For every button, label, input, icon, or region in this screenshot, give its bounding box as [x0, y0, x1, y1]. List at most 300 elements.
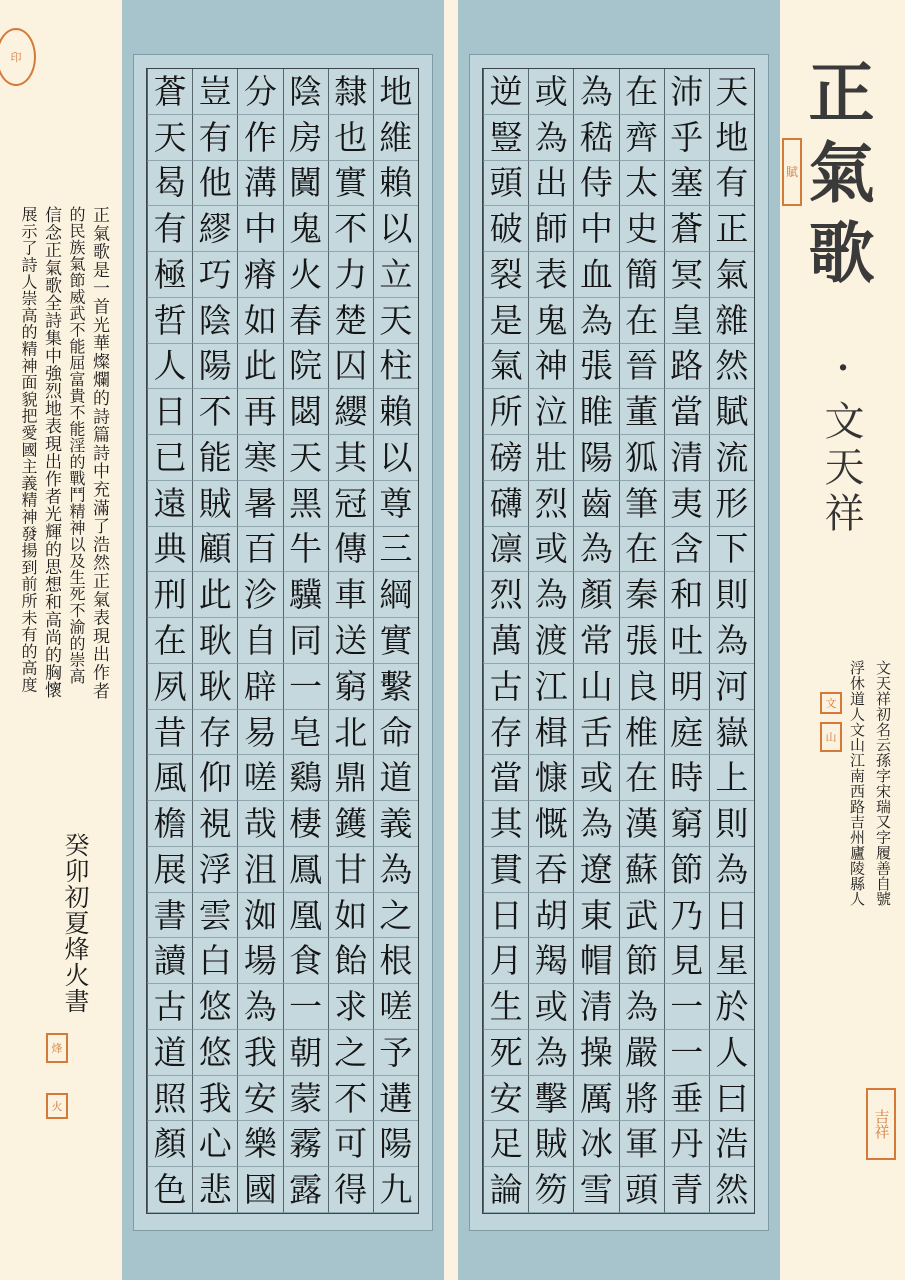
left-poem-char: 陽	[192, 344, 237, 390]
left-poem-char: 古	[147, 984, 192, 1030]
author-note-seal-b: 山	[820, 722, 842, 752]
left-poem-char: 人	[147, 344, 192, 390]
right-poem-char: 河	[709, 664, 754, 710]
right-poem-char: 或	[528, 69, 573, 115]
right-poem-char: 冰	[573, 1121, 618, 1167]
right-poem-char: 遼	[573, 847, 618, 893]
left-poem-char: 維	[373, 115, 418, 161]
left-poem-char: 纓	[328, 389, 373, 435]
right-poem-char: 窮	[664, 801, 709, 847]
right-poem-char: 嵇	[573, 115, 618, 161]
right-poem-char: 生	[483, 984, 528, 1030]
right-poem-char: 厲	[573, 1076, 618, 1122]
right-poem-char: 安	[483, 1076, 528, 1122]
right-poem-char: 乎	[664, 115, 709, 161]
left-poem-char: 樂	[237, 1121, 282, 1167]
right-poem-char: 足	[483, 1121, 528, 1167]
left-poem-char: 春	[283, 298, 328, 344]
author-note-seal-a: 文	[820, 692, 842, 714]
left-poem-char: 驥	[283, 572, 328, 618]
left-poem-char: 悠	[192, 984, 237, 1030]
left-poem-char: 天	[283, 435, 328, 481]
left-poem-char: 如	[328, 893, 373, 939]
left-poem-char: 蒼	[147, 69, 192, 115]
right-poem-char: 鬼	[528, 298, 573, 344]
left-poem-char: 悲	[192, 1167, 237, 1213]
right-poem-char: 一	[664, 984, 709, 1030]
left-poem-char: 遘	[373, 1076, 418, 1122]
right-poem-char: 是	[483, 298, 528, 344]
right-poem-char: 一	[664, 1030, 709, 1076]
left-poem-char: 得	[328, 1167, 373, 1213]
right-poem-char: 操	[573, 1030, 618, 1076]
right-poem-char: 烈	[483, 572, 528, 618]
bottom-right-seal: 吉祥	[866, 1088, 896, 1160]
left-poem-char: 展	[147, 847, 192, 893]
left-poem-char: 悠	[192, 1030, 237, 1076]
left-poem-char: 予	[373, 1030, 418, 1076]
right-poem-char: 沛	[664, 69, 709, 115]
right-poem-char: 為	[528, 115, 573, 161]
right-poem-char: 雜	[709, 298, 754, 344]
left-poem-char: 鑊	[328, 801, 373, 847]
title-author: 文天祥	[818, 400, 864, 538]
left-poem-char: 此	[237, 344, 282, 390]
right-poem-char: 師	[528, 206, 573, 252]
right-poem-char: 明	[664, 664, 709, 710]
left-poem-char: 視	[192, 801, 237, 847]
left-poem-char: 不	[192, 389, 237, 435]
left-poem-char: 陰	[283, 69, 328, 115]
right-poem-char: 神	[528, 344, 573, 390]
right-poem-char: 舌	[573, 710, 618, 756]
left-poem-char: 之	[373, 893, 418, 939]
right-poem-char: 史	[619, 206, 664, 252]
left-poem-char: 刑	[147, 572, 192, 618]
left-poem-char: 溝	[237, 161, 282, 207]
left-poem-char: 仰	[192, 755, 237, 801]
left-poem-char: 顧	[192, 527, 237, 573]
left-poem-char: 車	[328, 572, 373, 618]
left-poem-char: 浮	[192, 847, 237, 893]
right-poem-char: 楫	[528, 710, 573, 756]
right-poem-char: 烈	[528, 481, 573, 527]
right-poem-char: 日	[483, 893, 528, 939]
left-poem-char: 皂	[283, 710, 328, 756]
right-poem-char: 貫	[483, 847, 528, 893]
left-poem-char: 不	[328, 206, 373, 252]
left-poem-char: 鬼	[283, 206, 328, 252]
right-poem-char: 為	[709, 618, 754, 664]
right-poem-char: 或	[528, 984, 573, 1030]
left-poem-char: 白	[192, 938, 237, 984]
commentary-line-2: 的民族氣節威武不能屈富貴不能淫的戰鬥精神以及生死不渝的崇高	[67, 206, 86, 685]
left-poem-char: 房	[283, 115, 328, 161]
left-poem-char: 鳳	[283, 847, 328, 893]
left-poem-char: 九	[373, 1167, 418, 1213]
right-poem-char: 良	[619, 664, 664, 710]
right-poem-char: 賦	[709, 389, 754, 435]
left-poem-char: 朝	[283, 1030, 328, 1076]
right-poem-char: 所	[483, 389, 528, 435]
right-poem-char: 萬	[483, 618, 528, 664]
right-poem-char: 羯	[528, 938, 573, 984]
right-poem-char: 泣	[528, 389, 573, 435]
right-poem-char: 為	[573, 527, 618, 573]
right-poem-char: 節	[664, 847, 709, 893]
right-poem-char: 齒	[573, 481, 618, 527]
left-poem-char: 夙	[147, 664, 192, 710]
left-poem-char: 暑	[237, 481, 282, 527]
right-poem-char: 曰	[709, 1076, 754, 1122]
left-poem-char: 寒	[237, 435, 282, 481]
left-poem-char: 能	[192, 435, 237, 481]
left-poem-char: 囚	[328, 344, 373, 390]
right-poem-char: 在	[619, 69, 664, 115]
left-poem-char: 豈	[192, 69, 237, 115]
left-poem-char: 在	[147, 618, 192, 664]
right-poem-char: 或	[573, 755, 618, 801]
left-poem-char: 力	[328, 252, 373, 298]
right-poem-char: 為	[573, 801, 618, 847]
left-poem-char: 自	[237, 618, 282, 664]
right-poem-char: 浩	[709, 1121, 754, 1167]
right-poem-char: 睢	[573, 389, 618, 435]
left-poem-char: 冠	[328, 481, 373, 527]
right-poem-char: 論	[483, 1167, 528, 1213]
right-poem-char: 出	[528, 161, 573, 207]
right-poem-char: 嚴	[619, 1030, 664, 1076]
left-poem-char: 典	[147, 527, 192, 573]
right-poem-char: 凛	[483, 527, 528, 573]
left-poem-char: 他	[192, 161, 237, 207]
right-poem-char: 江	[528, 664, 573, 710]
left-poem-char: 書	[147, 893, 192, 939]
right-poem-char: 為	[573, 69, 618, 115]
left-poem-char: 沮	[237, 847, 282, 893]
left-poem-char: 之	[328, 1030, 373, 1076]
left-poem-char: 天	[147, 115, 192, 161]
left-poem-char: 場	[237, 938, 282, 984]
left-poem-char: 一	[283, 664, 328, 710]
right-poem-char: 豎	[483, 115, 528, 161]
left-poem-char: 安	[237, 1076, 282, 1122]
right-poem-grid	[482, 68, 755, 1214]
left-poem-char: 食	[283, 938, 328, 984]
left-poem-char: 闐	[283, 161, 328, 207]
left-poem-char: 綱	[373, 572, 418, 618]
right-poem-char: 侍	[573, 161, 618, 207]
left-poem-char: 黑	[283, 481, 328, 527]
right-poem-char: 於	[709, 984, 754, 1030]
author-note-line-2: 浮休道人文山江南西路吉州廬陵縣人	[848, 660, 866, 907]
right-poem-char: 垂	[664, 1076, 709, 1122]
right-poem-char: 礴	[483, 481, 528, 527]
right-poem-char: 武	[619, 893, 664, 939]
right-poem-char: 則	[709, 801, 754, 847]
left-poem-char: 顏	[147, 1121, 192, 1167]
left-poem-char: 檐	[147, 801, 192, 847]
left-poem-char: 昔	[147, 710, 192, 756]
right-poem-char: 節	[619, 938, 664, 984]
left-poem-char: 繫	[373, 664, 418, 710]
right-poem-char: 山	[573, 664, 618, 710]
right-poem-char: 天	[709, 69, 754, 115]
right-poem-char: 死	[483, 1030, 528, 1076]
left-poem-char: 一	[283, 984, 328, 1030]
left-poem-grid	[146, 68, 419, 1214]
right-poem-char: 雪	[573, 1167, 618, 1213]
signature-seal-b: 火	[46, 1093, 68, 1119]
right-poem-char: 丹	[664, 1121, 709, 1167]
right-poem-char: 為	[709, 847, 754, 893]
top-left-seal: 印	[0, 28, 36, 86]
left-poem-char: 色	[147, 1167, 192, 1213]
title-seal: 賦	[782, 138, 802, 206]
right-poem-char: 和	[664, 572, 709, 618]
left-poem-char: 哉	[237, 801, 282, 847]
right-poem-char: 椎	[619, 710, 664, 756]
right-poem-char: 乃	[664, 893, 709, 939]
left-poem-char: 送	[328, 618, 373, 664]
left-poem-char: 有	[192, 115, 237, 161]
right-poem-char: 或	[528, 527, 573, 573]
left-poem-char: 實	[328, 161, 373, 207]
right-poem-char: 狐	[619, 435, 664, 481]
right-poem-char: 陽	[573, 435, 618, 481]
left-poem-char: 再	[237, 389, 282, 435]
right-poem-char: 吐	[664, 618, 709, 664]
right-poem-char: 逆	[483, 69, 528, 115]
left-poem-char: 雲	[192, 893, 237, 939]
left-poem-char: 賴	[373, 389, 418, 435]
left-poem-char: 求	[328, 984, 373, 1030]
left-poem-char: 霧	[283, 1121, 328, 1167]
left-poem-char: 有	[147, 206, 192, 252]
left-poem-char: 日	[147, 389, 192, 435]
right-poem-char: 正	[709, 206, 754, 252]
right-poem-char: 為	[573, 298, 618, 344]
right-poem-char: 蘇	[619, 847, 664, 893]
right-poem-char: 慨	[528, 801, 573, 847]
right-poem-char: 在	[619, 755, 664, 801]
right-poem-char: 頭	[483, 161, 528, 207]
left-poem-char: 嗟	[237, 755, 282, 801]
right-poem-char: 含	[664, 527, 709, 573]
right-poem-char: 星	[709, 938, 754, 984]
left-poem-char: 露	[283, 1167, 328, 1213]
left-poem-char: 極	[147, 252, 192, 298]
right-poem-char: 塞	[664, 161, 709, 207]
right-poem-char: 人	[709, 1030, 754, 1076]
right-poem-char: 中	[573, 206, 618, 252]
left-poem-char: 窮	[328, 664, 373, 710]
left-poem-char: 甘	[328, 847, 373, 893]
right-poem-char: 渡	[528, 618, 573, 664]
left-poem-char: 已	[147, 435, 192, 481]
right-poem-char: 嶽	[709, 710, 754, 756]
right-poem-char: 形	[709, 481, 754, 527]
left-poem-char: 地	[373, 69, 418, 115]
left-poem-char: 照	[147, 1076, 192, 1122]
commentary-line-1: 正氣歌是一首光華燦爛的詩篇詩中充滿了浩然正氣表現出作者	[89, 206, 109, 701]
right-poem-char: 血	[573, 252, 618, 298]
right-poem-char: 日	[709, 893, 754, 939]
right-poem-char: 為	[619, 984, 664, 1030]
right-poem-char: 冥	[664, 252, 709, 298]
right-poem-char: 清	[573, 984, 618, 1030]
right-poem-char: 太	[619, 161, 664, 207]
right-poem-char: 帽	[573, 938, 618, 984]
right-poem-char: 齊	[619, 115, 664, 161]
left-poem-char: 此	[192, 572, 237, 618]
right-poem-char: 地	[709, 115, 754, 161]
left-poem-char: 遠	[147, 481, 192, 527]
left-poem-char: 火	[283, 252, 328, 298]
author-note-line-1: 文天祥初名云孫字宋瑞又字履善自號	[874, 660, 892, 907]
right-poem-char: 氣	[709, 252, 754, 298]
right-poem-char: 表	[528, 252, 573, 298]
left-poem-char: 實	[373, 618, 418, 664]
left-poem-char: 其	[328, 435, 373, 481]
left-poem-char: 我	[192, 1076, 237, 1122]
left-poem-char: 命	[373, 710, 418, 756]
right-poem-char: 則	[709, 572, 754, 618]
left-poem-char: 賴	[373, 161, 418, 207]
title-main: 正氣歌	[797, 58, 875, 298]
left-poem-char: 洳	[237, 893, 282, 939]
right-poem-char: 上	[709, 755, 754, 801]
left-poem-char: 不	[328, 1076, 373, 1122]
right-poem-char: 為	[528, 572, 573, 618]
right-poem-char: 古	[483, 664, 528, 710]
left-scroll-panel	[122, 0, 444, 1280]
left-poem-char: 隸	[328, 69, 373, 115]
left-poem-char: 以	[373, 206, 418, 252]
left-poem-char: 院	[283, 344, 328, 390]
left-poem-char: 曷	[147, 161, 192, 207]
left-poem-char: 北	[328, 710, 373, 756]
right-poem-char: 漢	[619, 801, 664, 847]
right-poem-char: 裂	[483, 252, 528, 298]
title-dot: ·	[837, 348, 849, 388]
left-poem-char: 瘠	[237, 252, 282, 298]
commentary-line-4: 展示了詩人崇高的精神面貌把愛國主義精神發揚到前所未有的高度	[19, 206, 38, 694]
left-poem-char: 根	[373, 938, 418, 984]
right-poem-char: 磅	[483, 435, 528, 481]
left-poem-char: 柱	[373, 344, 418, 390]
right-poem-char: 破	[483, 206, 528, 252]
left-poem-char: 閟	[283, 389, 328, 435]
right-poem-char: 筆	[619, 481, 664, 527]
left-poem-char: 三	[373, 527, 418, 573]
right-poem-char: 流	[709, 435, 754, 481]
left-poem-char: 分	[237, 69, 282, 115]
left-poem-char: 為	[373, 847, 418, 893]
right-poem-char: 青	[664, 1167, 709, 1213]
left-poem-char: 讀	[147, 938, 192, 984]
left-poem-char: 陽	[373, 1121, 418, 1167]
left-poem-char: 以	[373, 435, 418, 481]
right-poem-char: 在	[619, 527, 664, 573]
right-poem-char: 氣	[483, 344, 528, 390]
left-poem-char: 百	[237, 527, 282, 573]
right-poem-char: 然	[709, 1167, 754, 1213]
right-poem-char: 擊	[528, 1076, 573, 1122]
left-poem-char: 道	[373, 755, 418, 801]
right-poem-char: 董	[619, 389, 664, 435]
right-scroll-panel	[458, 0, 780, 1280]
left-poem-char: 也	[328, 115, 373, 161]
right-poem-char: 皇	[664, 298, 709, 344]
right-poem-char: 常	[573, 618, 618, 664]
left-poem-char: 哲	[147, 298, 192, 344]
left-poem-char: 如	[237, 298, 282, 344]
left-poem-char: 道	[147, 1030, 192, 1076]
right-poem-char: 吞	[528, 847, 573, 893]
left-poem-char: 嗟	[373, 984, 418, 1030]
left-poem-char: 鼎	[328, 755, 373, 801]
left-poem-char: 棲	[283, 801, 328, 847]
left-poem-char: 飴	[328, 938, 373, 984]
right-poem-char: 然	[709, 344, 754, 390]
right-poem-char: 夷	[664, 481, 709, 527]
left-poem-char: 耿	[192, 664, 237, 710]
right-poem-char: 將	[619, 1076, 664, 1122]
left-poem-char: 傳	[328, 527, 373, 573]
left-poem-char: 易	[237, 710, 282, 756]
signature: 癸卯初夏烽火書	[61, 832, 90, 1014]
left-poem-char: 作	[237, 115, 282, 161]
right-poem-char: 下	[709, 527, 754, 573]
left-poem-char: 沴	[237, 572, 282, 618]
left-poem-char: 可	[328, 1121, 373, 1167]
left-poem-char: 風	[147, 755, 192, 801]
left-poem-char: 天	[373, 298, 418, 344]
right-poem-char: 為	[528, 1030, 573, 1076]
left-poem-char: 巧	[192, 252, 237, 298]
right-poem-char: 笏	[528, 1167, 573, 1213]
right-poem-char: 張	[573, 344, 618, 390]
left-poem-char: 耿	[192, 618, 237, 664]
left-poem-char: 我	[237, 1030, 282, 1076]
right-poem-char: 當	[664, 389, 709, 435]
left-poem-char: 國	[237, 1167, 282, 1213]
right-poem-char: 庭	[664, 710, 709, 756]
right-poem-char: 其	[483, 801, 528, 847]
left-poem-char: 義	[373, 801, 418, 847]
left-poem-char: 賊	[192, 481, 237, 527]
right-poem-char: 顏	[573, 572, 618, 618]
right-poem-char: 秦	[619, 572, 664, 618]
right-poem-char: 在	[619, 298, 664, 344]
left-poem-char: 同	[283, 618, 328, 664]
right-poem-char: 時	[664, 755, 709, 801]
right-poem-char: 張	[619, 618, 664, 664]
left-poem-char: 鷄	[283, 755, 328, 801]
left-poem-char: 尊	[373, 481, 418, 527]
right-poem-char: 蒼	[664, 206, 709, 252]
right-poem-char: 賊	[528, 1121, 573, 1167]
left-poem-char: 凰	[283, 893, 328, 939]
right-poem-char: 晉	[619, 344, 664, 390]
left-poem-char: 心	[192, 1121, 237, 1167]
left-poem-char: 蒙	[283, 1076, 328, 1122]
left-poem-char: 中	[237, 206, 282, 252]
right-poem-char: 頭	[619, 1167, 664, 1213]
right-poem-char: 當	[483, 755, 528, 801]
left-poem-char: 楚	[328, 298, 373, 344]
